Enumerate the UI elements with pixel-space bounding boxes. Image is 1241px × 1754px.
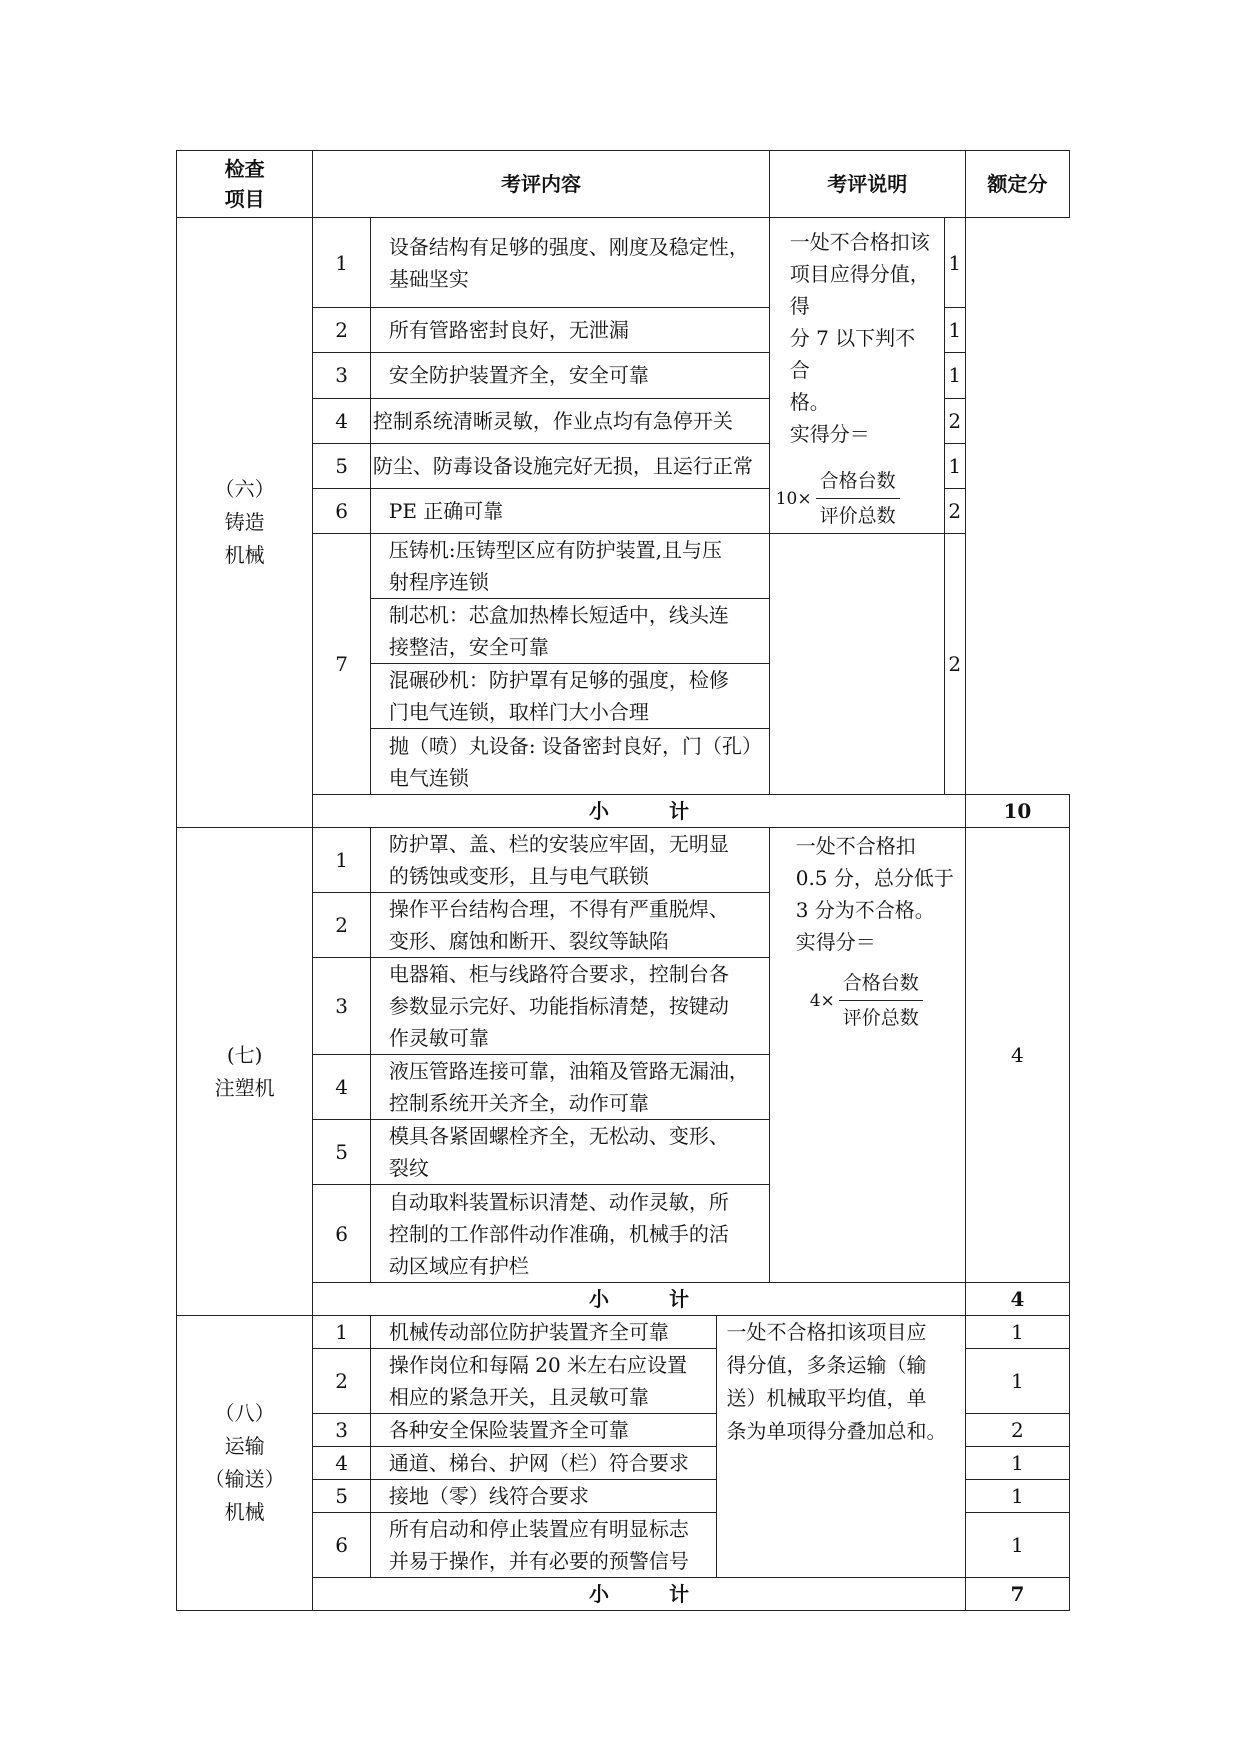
desc-line: 实得分＝ (795, 930, 876, 954)
content-line: 基础坚实 (388, 266, 469, 291)
row-content (370, 1055, 769, 1120)
section-name (177, 218, 313, 828)
table-row (177, 218, 1070, 308)
row-content (370, 599, 769, 664)
row-score: 1 (965, 1447, 1069, 1480)
row-content (370, 1414, 716, 1447)
row-content (370, 1480, 716, 1513)
header-item-line: 检查 (224, 157, 265, 181)
content-line: 防尘、防毒设备设施完好无损，且运行正常 (372, 453, 753, 478)
content-line: 动区域应有护栏 (388, 1253, 529, 1278)
row-number: 1 (313, 1316, 371, 1349)
row-number: 5 (313, 443, 371, 488)
header-item (177, 151, 313, 218)
row-content (370, 1120, 769, 1185)
row-content (370, 828, 769, 893)
content-line: 安全防护装置齐全，安全可靠 (388, 363, 649, 388)
desc-line: 格。 (789, 390, 830, 414)
section-name-line: (七) (226, 1042, 263, 1067)
content-line: PE 正确可靠 (388, 498, 504, 523)
subtotal-score: 7 (965, 1578, 1069, 1611)
formula-numerator: 合格台数 (839, 966, 923, 1001)
section-desc (769, 218, 944, 534)
row-number: 4 (313, 1055, 371, 1120)
subtotal-char: 计 (669, 1287, 690, 1311)
section-name-line: （八） (214, 1401, 275, 1425)
subtotal-score: 4 (965, 1283, 1069, 1316)
subtotal-label (313, 1578, 966, 1611)
row-score: 2 (965, 1414, 1069, 1447)
content-line: 各种安全保险装置齐全可靠 (388, 1418, 629, 1442)
desc-line: 得分值，多条运输（输 (726, 1353, 927, 1377)
content-line: 裂纹 (388, 1156, 429, 1180)
section-name (177, 828, 313, 1316)
section-name-line: 铸造 (224, 510, 265, 534)
desc-line: 条为单项得分叠加总和。 (726, 1419, 947, 1443)
content-line: 控制系统开关齐全，动作可靠 (388, 1091, 649, 1115)
row-number: 3 (313, 353, 371, 398)
desc-line: 0.5 分，总分低于 (795, 866, 954, 890)
section-name-line: （输送） (204, 1467, 285, 1491)
row-content (370, 1349, 716, 1414)
content-line: 操作平台结构合理，不得有严重脱焊、 (388, 897, 729, 921)
formula-multiplier: 4× (809, 990, 835, 1011)
row-content (370, 398, 769, 443)
row-number: 2 (313, 893, 371, 958)
subtotal-score: 10 (965, 795, 1069, 828)
header-desc: 考评说明 (769, 151, 965, 218)
section-name-line: 机械 (224, 1500, 265, 1524)
row-score: 1 (944, 443, 965, 488)
section-name-line: （六） (214, 477, 275, 501)
subtotal-char: 计 (669, 799, 690, 823)
row-number: 5 (313, 1480, 371, 1513)
content-line: 电器箱、柜与线路符合要求，控制台各 (388, 962, 729, 986)
section-desc (716, 1316, 965, 1578)
content-line: 自动取料装置标识清楚、动作灵敏，所 (388, 1189, 729, 1214)
score-formula (776, 464, 934, 533)
row-content (370, 534, 769, 599)
content-line: 混碾砂机：防护罩有足够的强度，检修 (388, 668, 729, 692)
row-number: 3 (313, 1414, 371, 1447)
table-row (177, 828, 1070, 893)
row-number: 4 (313, 398, 371, 443)
content-line: 防护罩、盖、栏的安装应牢固，无明显 (388, 832, 729, 856)
row-content (370, 664, 769, 729)
header-content: 考评内容 (313, 151, 769, 218)
row-number: 6 (313, 488, 371, 533)
row-content (370, 443, 769, 488)
subtotal-char: 小 (589, 799, 610, 823)
header-score: 额定分 (965, 151, 1069, 218)
content-line: 控制的工作部件动作准确，机械手的活 (388, 1221, 729, 1246)
subtotal-char: 小 (589, 1582, 610, 1606)
row-score: 2 (944, 488, 965, 533)
formula-fraction (839, 966, 923, 1035)
content-line: 门电气连锁，取样门大小合理 (388, 700, 649, 724)
content-line: 电气连锁 (388, 765, 469, 790)
content-line: 液压管路连接可靠，油箱及管路无漏油， (388, 1059, 749, 1083)
content-line: 所有管路密封良好，无泄漏 (388, 318, 629, 343)
row-number: 7 (313, 534, 371, 795)
content-line: 射程序连锁 (388, 570, 489, 594)
row-content (370, 1513, 716, 1578)
desc-line: 一处不合格扣该项目应 (726, 1320, 927, 1344)
header-item-line: 项目 (224, 187, 265, 211)
row-content (370, 1316, 716, 1349)
content-line: 机械传动部位防护装置齐全可靠 (388, 1320, 669, 1344)
subtotal-label (313, 1283, 966, 1316)
content-line: 控制系统清晰灵敏，作业点均有急停开关 (372, 408, 733, 433)
desc-line: 一处不合格扣 (795, 834, 916, 858)
content-line: 模具各紧固螺栓齐全，无松动、变形、 (388, 1124, 729, 1148)
row-content (370, 729, 769, 795)
desc-line: 项目应得分值，得 (789, 262, 930, 318)
row-score: 1 (944, 353, 965, 398)
table-row (177, 1316, 1070, 1349)
subtotal-label (313, 795, 966, 828)
row-number: 2 (313, 1349, 371, 1414)
row-content (370, 353, 769, 398)
content-line: 制芯机：芯盒加热棒长短适中，线头连 (388, 603, 729, 627)
desc-line: 实得分＝ (789, 422, 870, 446)
formula-denominator: 评价总数 (842, 1007, 919, 1029)
desc-line: 分 7 以下判不合 (789, 326, 916, 382)
row-content (370, 958, 769, 1055)
row-number: 5 (313, 1120, 371, 1185)
content-line: 操作岗位和每隔 20 米左右应设置 (388, 1353, 688, 1377)
desc-line: 3 分为不合格。 (795, 898, 935, 922)
subtotal-char: 计 (669, 1582, 690, 1606)
row-number: 1 (313, 218, 371, 308)
formula-fraction (816, 464, 900, 533)
subtotal-char: 小 (589, 1287, 610, 1311)
formula-numerator: 合格台数 (816, 464, 900, 499)
row-number: 3 (313, 958, 371, 1055)
row-score: 1 (965, 1316, 1069, 1349)
content-line: 参数显示完好、功能指标清楚，按键动 (388, 994, 729, 1018)
content-line: 所有启动和停止装置应有明显标志 (388, 1517, 689, 1541)
row-number: 2 (313, 308, 371, 353)
row-number: 1 (313, 828, 371, 893)
row-content (370, 308, 769, 353)
content-line: 作灵敏可靠 (388, 1026, 489, 1050)
row-number: 6 (313, 1185, 371, 1283)
header-row (177, 151, 1070, 218)
section-name (177, 1316, 313, 1611)
content-line: 的锈蚀或变形，且与电气联锁 (388, 864, 649, 888)
row-score: 1 (965, 1513, 1069, 1578)
content-line: 接整洁，安全可靠 (388, 635, 549, 659)
row-score: 1 (944, 308, 965, 353)
desc-line: 送）机械取平均值，单 (726, 1386, 927, 1410)
row-content (370, 1185, 769, 1283)
row-content (370, 893, 769, 958)
content-line: 变形、腐蚀和断开、裂纹等缺陷 (388, 929, 669, 953)
row-number: 6 (313, 1513, 371, 1578)
content-line: 压铸机:压铸型区应有防护装置,且与压 (388, 538, 722, 562)
content-line: 设备结构有足够的强度、刚度及稳定性， (388, 234, 749, 259)
row-score: 1 (965, 1480, 1069, 1513)
row-score: 1 (944, 218, 965, 308)
section-name-line: 运输 (224, 1434, 265, 1458)
row-number: 4 (313, 1447, 371, 1480)
row-score: 2 (944, 398, 965, 443)
row-score: 1 (965, 1349, 1069, 1414)
section-desc (769, 828, 965, 1283)
row-content (370, 218, 769, 308)
inspection-table (176, 150, 1070, 1611)
content-line: 相应的紧急开关，且灵敏可靠 (388, 1385, 649, 1409)
content-line: 并易于操作，并有必要的预警信号 (388, 1549, 689, 1573)
desc-line: 一处不合格扣该 (789, 230, 930, 254)
content-line: 接地（零）线符合要求 (388, 1484, 589, 1508)
formula-multiplier: 10× (775, 488, 812, 509)
row-score: 2 (944, 534, 965, 795)
content-line: 抛（喷）丸设备: 设备密封良好，门（孔） (388, 733, 762, 758)
formula-denominator: 评价总数 (819, 505, 896, 527)
section-name-line: 机械 (224, 543, 265, 567)
section-name-line: 注塑机 (214, 1075, 275, 1100)
row-score: 4 (965, 828, 1069, 1283)
row-content (370, 1447, 716, 1480)
desc-blank (769, 534, 944, 795)
content-line: 通道、梯台、护网（栏）符合要求 (388, 1451, 689, 1475)
score-formula (810, 966, 955, 1035)
row-content (370, 488, 769, 533)
